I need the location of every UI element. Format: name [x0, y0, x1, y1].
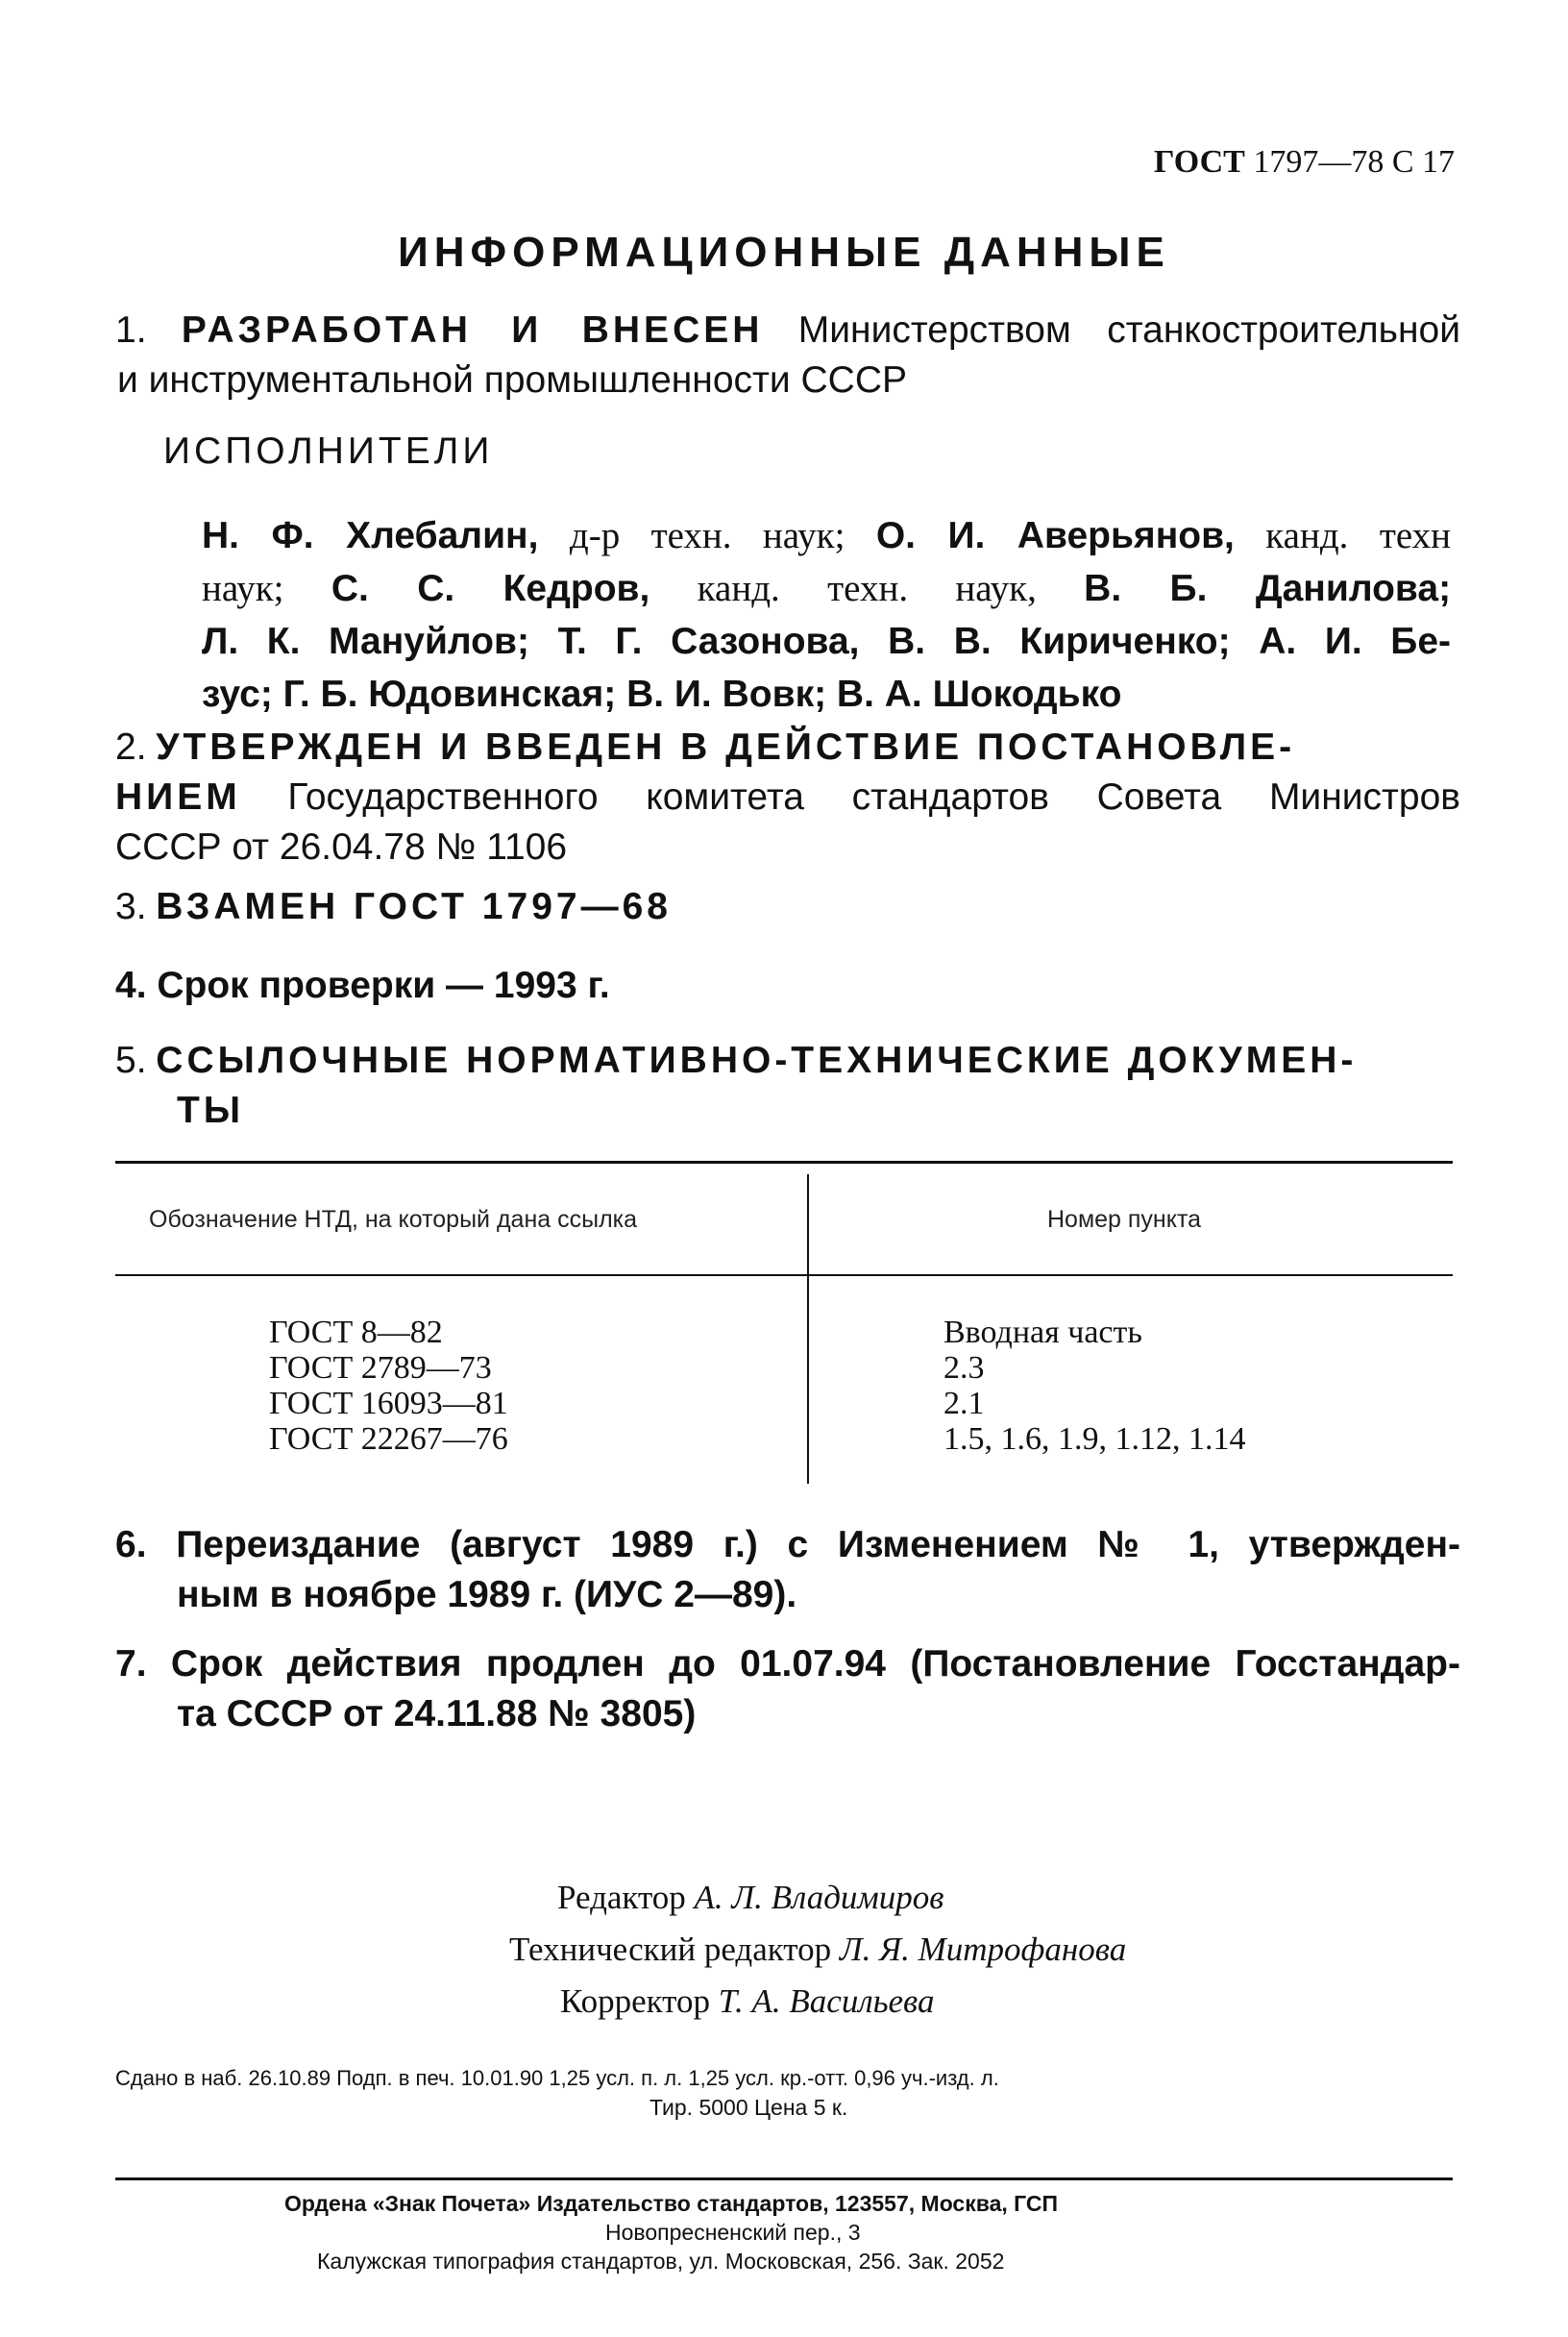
- table-cell: ГОСТ 2789—73: [269, 1350, 492, 1386]
- item-number: 6.: [115, 1524, 147, 1565]
- item-2: [115, 723, 1460, 873]
- executor-degree: канд. техн: [1265, 515, 1452, 556]
- executor-degree: наук;: [202, 568, 284, 609]
- item-7-line-1: [115, 1639, 1460, 1689]
- imprint-circulation: Тир. 5000 Цена 5 к.: [649, 2095, 848, 2120]
- gost-label: ГОСТ: [1153, 144, 1245, 180]
- table-cell: ГОСТ 16093—81: [269, 1386, 508, 1421]
- item-5: [115, 1036, 1460, 1136]
- item-3-text: ВЗАМЕН ГОСТ 1797—68: [156, 886, 672, 927]
- executor-name: О. И. Аверьянов,: [875, 515, 1235, 556]
- item-2-heading: УТВЕРЖДЕН И ВВЕДЕН В ДЕЙСТВИЕ ПОСТАНОВЛЕ-: [156, 726, 1296, 768]
- item-1-line-2: и инструментальной промышленности СССР: [117, 359, 908, 401]
- executors-line-2: [202, 562, 1451, 615]
- editor-name: А. Л. Владимиров: [694, 1879, 944, 1916]
- editor-role: Корректор: [560, 1982, 711, 2020]
- executor-name: Т. Г. Сазонова,: [557, 621, 860, 662]
- table-header-clause: Номер пункта: [1047, 1206, 1202, 1233]
- item-4-line: [115, 961, 1460, 1011]
- imprint-publisher: Ордена «Знак Почета» Издательство стандартов, 123557, Москва, ГСП: [284, 2191, 1059, 2216]
- executors-line-3: [202, 615, 1451, 668]
- item-3-line: [115, 882, 1460, 932]
- item-number: 4.: [115, 965, 147, 1006]
- executors-line-1: [202, 509, 1451, 562]
- table-cell: 2.1: [943, 1386, 985, 1421]
- table-header-rule: [115, 1274, 1453, 1276]
- page-header-gost-number: [1154, 144, 1455, 181]
- executors-heading: ИСПОЛНИТЕЛИ: [163, 430, 494, 472]
- table-cell: 1.5, 1.6, 1.9, 1.12, 1.14: [943, 1421, 1246, 1457]
- editor-row: [557, 1872, 943, 1924]
- item-number: 3.: [115, 886, 147, 927]
- table-column-designation: [269, 1315, 508, 1457]
- editor-role: Технический редактор: [509, 1931, 832, 1968]
- item-5-line-2: ТЫ: [177, 1090, 245, 1131]
- gost-number-page: 1797—78 С 17: [1253, 144, 1455, 180]
- table-cell: Вводная часть: [943, 1315, 1142, 1350]
- item-4: [115, 961, 1460, 1011]
- imprint-printing-house: Калужская типография стандартов, ул. Московская, 256. Зак. 2052: [317, 2249, 1005, 2274]
- item-number: 1.: [115, 309, 147, 351]
- item-2-line-1: [115, 723, 1460, 773]
- executor-name: С. С. Кедров,: [331, 568, 650, 609]
- item-number: 5.: [115, 1040, 147, 1081]
- executor-name: В. В. Кириченко;: [888, 621, 1231, 662]
- item-6-text: Переиздание (август 1989 г.) с Изменением № 1, утвержден-: [176, 1524, 1460, 1565]
- item-1: [115, 306, 1460, 406]
- item-6-line-1: [115, 1520, 1460, 1570]
- item-2-text: Государственного комитета стандартов Совета Министров: [287, 776, 1461, 818]
- executor-name: В. Б. Данилова;: [1084, 568, 1452, 609]
- table-top-rule: [115, 1161, 1453, 1164]
- item-7-text: Срок действия продлен до 01.07.94 (Постановление Госстандар-: [170, 1643, 1460, 1685]
- item-1-line-1: [115, 306, 1460, 356]
- item-2-line-2: [115, 773, 1460, 823]
- executor-degree: техн.: [827, 568, 909, 609]
- editor-name: Л. Я. Митрофанова: [839, 1931, 1127, 1968]
- table-cell: 2.3: [943, 1350, 985, 1386]
- item-3: [115, 882, 1460, 932]
- executor-name: Л. К. Мануйлов;: [202, 621, 529, 662]
- item-number: 7.: [115, 1643, 147, 1685]
- executor-name: Н. Ф. Хлебалин,: [202, 515, 539, 556]
- table-column-clause: [943, 1315, 1246, 1457]
- table-cell: ГОСТ 8—82: [269, 1315, 443, 1350]
- executor-degree: д-р техн. наук;: [569, 515, 845, 556]
- imprint-publisher-address: Новопресненский пер., 3: [605, 2220, 861, 2245]
- editor-row: [560, 1976, 935, 2028]
- item-6-line-2: ным в ноябре 1989 г. (ИУС 2—89).: [177, 1574, 797, 1615]
- item-5-heading: ССЫЛОЧНЫЕ НОРМАТИВНО-ТЕХНИЧЕСКИЕ ДОКУМЕН-: [156, 1040, 1358, 1081]
- imprint-print-data: Сдано в наб. 26.10.89 Подп. в печ. 10.01.90 1,25 усл. п. л. 1,25 усл. кр.-отт. 0,96 уч.-изд. л.: [115, 2066, 999, 2090]
- table-column-divider: [807, 1174, 809, 1484]
- item-1-heading: РАЗРАБОТАН И ВНЕСЕН: [181, 309, 764, 351]
- table-cell: ГОСТ 22267—76: [269, 1421, 508, 1457]
- item-number: 2.: [115, 726, 147, 768]
- editor-role: Редактор: [557, 1879, 686, 1916]
- item-2-heading-cont: НИЕМ: [115, 776, 241, 818]
- executors-list: [202, 509, 1451, 721]
- executor-degree: наук,: [955, 568, 1037, 609]
- page-title: ИНФОРМАЦИОННЫЕ ДАННЫЕ: [398, 229, 1170, 276]
- executor-name: А. И. Бе-: [1259, 621, 1451, 662]
- table-header-designation: Обозначение НТД, на который дана ссылка: [149, 1206, 638, 1233]
- executors-line-4: зус; Г. Б. Юдовинская; В. И. Вовк; В. А. Шокодько: [202, 674, 1122, 715]
- item-1-text: Министерством станкостроительной: [797, 309, 1461, 351]
- imprint-rule: [115, 2177, 1453, 2180]
- executor-degree: канд.: [697, 568, 780, 609]
- item-4-text: Срок проверки — 1993 г.: [157, 965, 610, 1006]
- editor-row: [509, 1924, 1126, 1976]
- editor-name: Т. А. Васильева: [718, 1982, 935, 2020]
- item-2-line-3: СССР от 26.04.78 № 1106: [115, 826, 568, 868]
- item-7-line-2: та СССР от 24.11.88 № 3805): [177, 1693, 697, 1734]
- item-5-line-1: [115, 1036, 1460, 1086]
- item-6: [115, 1520, 1460, 1620]
- item-7: [115, 1639, 1460, 1739]
